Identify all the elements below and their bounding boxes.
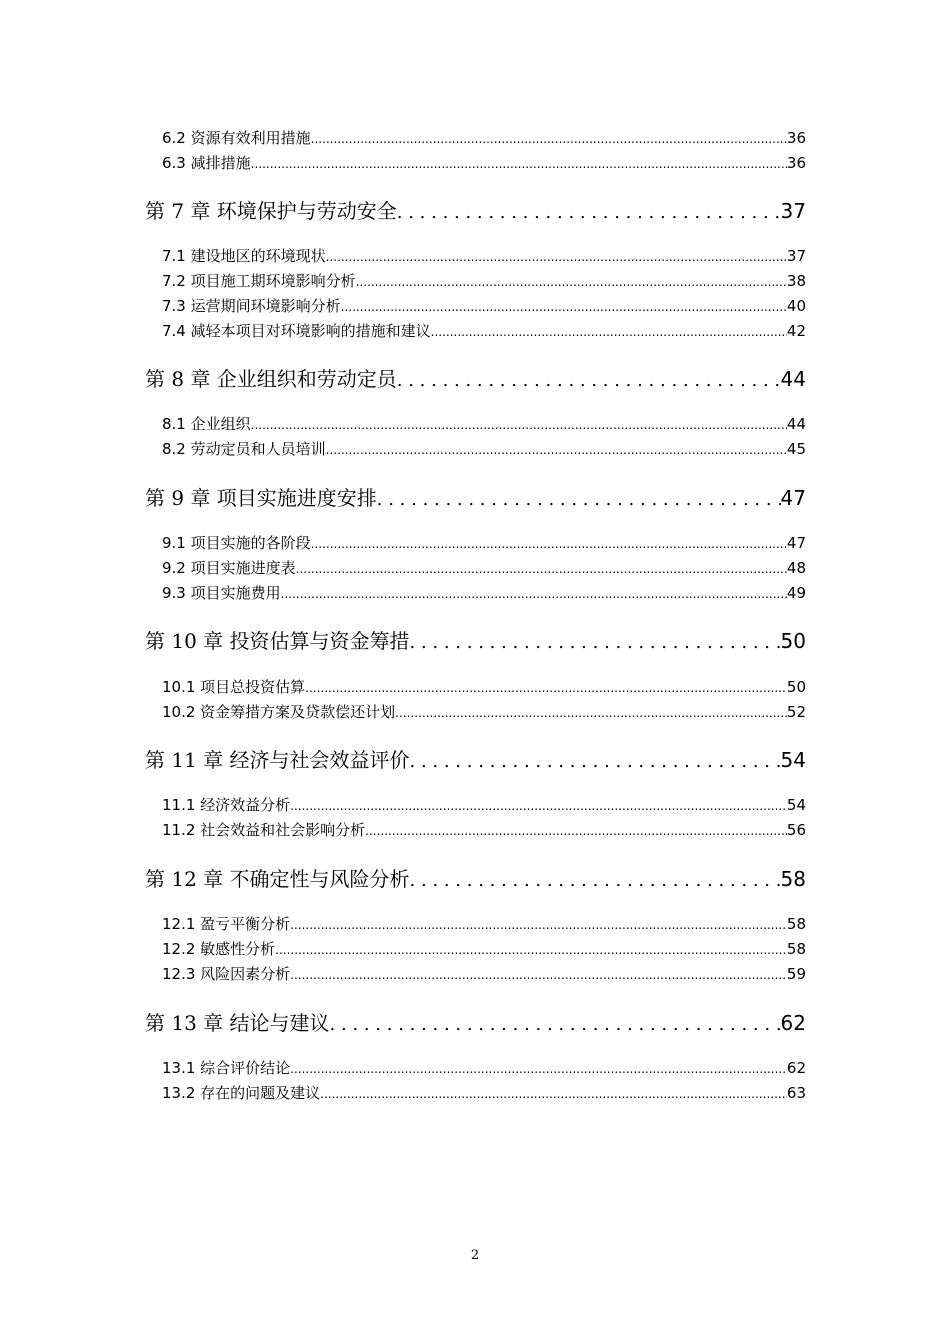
toc-leader-dots [296,559,787,577]
toc-entry-page: 48 [786,559,806,577]
toc-leader-dots [410,748,781,772]
toc-entry[interactable] [162,701,806,723]
toc-entry-page: 47 [786,534,806,552]
toc-entry[interactable] [162,270,806,292]
toc-leader-dots [397,367,781,391]
toc-chapter-page: 58 [780,867,806,891]
toc-entry[interactable] [162,295,806,317]
toc-entry-label: 12.3 风险因素分析 [162,965,291,983]
toc-entry-page: 49 [786,584,806,602]
toc-leader-dots [311,534,787,552]
toc-leader-dots [431,322,787,340]
toc-entry[interactable] [162,819,806,841]
toc-entry-page: 44 [786,415,806,433]
toc-leader-dots [410,867,781,891]
toc-chapter-label: 第 11 章 经济与社会效益评价 [145,748,410,772]
toc-leader-dots [275,940,787,958]
toc-chapter-label: 第 7 章 环境保护与劳动安全 [145,199,397,223]
toc-leader-dots [341,297,787,315]
toc-entry-label: 12.1 盈亏平衡分析 [162,915,291,933]
toc-leader-dots [410,629,781,653]
toc-entry[interactable] [162,413,806,435]
toc-entry-page: 59 [786,965,806,983]
toc-leader-dots [395,703,787,721]
toc-chapter[interactable] [145,1007,806,1037]
toc-entry[interactable] [162,963,806,985]
toc-entry[interactable] [162,794,806,816]
toc-chapter[interactable] [145,625,806,655]
toc-entry[interactable] [162,245,806,267]
toc-chapter[interactable] [145,744,806,774]
toc-entry-page: 58 [786,915,806,933]
toc-entry[interactable] [162,127,806,149]
toc-leader-dots [326,247,787,265]
toc-entry-page: 36 [786,154,806,172]
toc-leader-dots [320,1084,787,1102]
toc-entry-label: 6.3 减排措施 [162,154,251,172]
toc-entry-label: 8.1 企业组织 [162,415,251,433]
toc-leader-dots [326,440,787,458]
toc-chapter-page: 50 [780,629,806,653]
toc-entry-label: 7.1 建设地区的环境现状 [162,247,326,265]
toc-entry-page: 45 [786,440,806,458]
toc-chapter-label: 第 12 章 不确定性与风险分析 [145,867,410,891]
toc-entry[interactable] [162,1082,806,1104]
toc-entry-page: 62 [786,1059,806,1077]
toc-entry-page: 50 [786,678,806,696]
toc-entry-page: 54 [786,796,806,814]
toc-leader-dots [397,199,781,223]
toc-entry-label: 13.1 综合评价结论 [162,1059,291,1077]
toc-entry-label: 13.2 存在的问题及建议 [162,1084,321,1102]
toc-entry-page: 36 [786,129,806,147]
toc-leader-dots [330,1011,781,1035]
toc-entry[interactable] [162,582,806,604]
toc-entry[interactable] [162,438,806,460]
page-number: 2 [470,1248,480,1263]
toc-entry-page: 56 [786,821,806,839]
toc-leader-dots [290,965,787,983]
toc-entry-label: 10.2 资金筹措方案及贷款偿还计划 [162,703,396,721]
toc-entry-label: 8.2 劳动定员和人员培训 [162,440,326,458]
toc-chapter[interactable] [145,482,806,512]
toc-chapter[interactable] [145,363,806,393]
toc-entry-page: 37 [786,247,806,265]
toc-entry-label: 9.3 项目实施费用 [162,584,281,602]
toc-chapter-page: 44 [780,367,806,391]
toc-chapter-page: 62 [780,1011,806,1035]
toc-entry[interactable] [162,913,806,935]
toc-entry[interactable] [162,532,806,554]
toc-leader-dots [290,1059,787,1077]
toc-leader-dots [365,821,787,839]
toc-entry-page: 63 [786,1084,806,1102]
toc-entry-page: 42 [786,322,806,340]
toc-leader-dots [290,915,787,933]
toc-chapter-label: 第 13 章 结论与建议 [145,1011,330,1035]
toc-leader-dots [251,154,787,172]
toc-entry[interactable] [162,938,806,960]
toc-entry-label: 7.3 运营期间环境影响分析 [162,297,341,315]
toc-leader-dots [281,584,787,602]
toc-chapter-page: 37 [780,199,806,223]
toc-chapter[interactable] [145,195,806,225]
toc-entry-label: 6.2 资源有效利用措施 [162,129,311,147]
toc-chapter[interactable] [145,863,806,893]
toc-leader-dots [251,415,787,433]
toc-entry[interactable] [162,676,806,698]
toc-entry-label: 9.2 项目实施进度表 [162,559,296,577]
toc-entry-page: 38 [786,272,806,290]
toc-entry-page: 52 [786,703,806,721]
toc-entry[interactable] [162,320,806,342]
toc-entry[interactable] [162,152,806,174]
toc-entry-label: 7.4 减轻本项目对环境影响的措施和建议 [162,322,431,340]
toc-chapter-label: 第 8 章 企业组织和劳动定员 [145,367,397,391]
toc-entry[interactable] [162,1057,806,1079]
toc-entry-page: 58 [786,940,806,958]
toc-leader-dots [356,272,787,290]
toc-leader-dots [290,796,787,814]
toc-chapter-page: 47 [780,486,806,510]
toc-chapter-label: 第 10 章 投资估算与资金筹措 [145,629,410,653]
toc-entry[interactable] [162,557,806,579]
toc-entry-label: 12.2 敏感性分析 [162,940,276,958]
toc-entry-label: 10.1 项目总投资估算 [162,678,306,696]
toc-entry-label: 11.2 社会效益和社会影响分析 [162,821,366,839]
toc-entry-page: 40 [786,297,806,315]
toc-chapter-label: 第 9 章 项目实施进度安排 [145,486,377,510]
toc-leader-dots [311,129,787,147]
toc-entry-label: 11.1 经济效益分析 [162,796,291,814]
toc-chapter-page: 54 [780,748,806,772]
toc-leader-dots [305,678,787,696]
toc-entry-label: 9.1 项目实施的各阶段 [162,534,311,552]
toc-leader-dots [377,486,781,510]
toc-entry-label: 7.2 项目施工期环境影响分析 [162,272,356,290]
